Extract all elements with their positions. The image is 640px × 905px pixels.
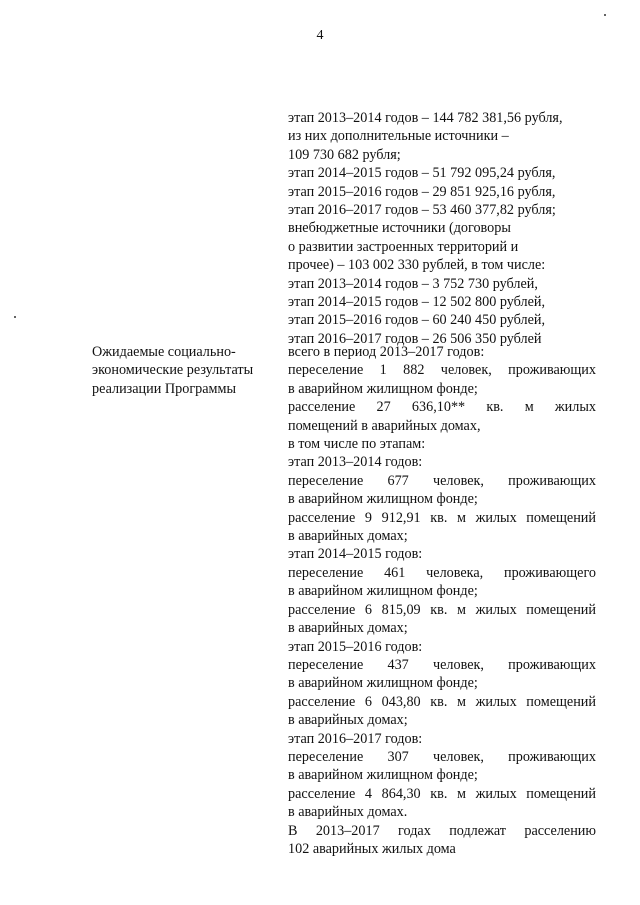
results-line: помещений в аварийных домах,: [288, 417, 481, 434]
results-line: всего в период 2013–2017 годов:: [288, 344, 485, 360]
results-line: в аварийных домах;: [288, 620, 408, 637]
results-line: 102 аварийных жилых дома: [288, 840, 456, 857]
results-line: расселение 6 815,09 кв. м жилых помещений: [288, 601, 596, 618]
results-line: в том числе по этапам:: [288, 436, 426, 453]
results-line: в аварийном жилищном фонде;: [288, 380, 478, 397]
results-line: в аварийных домах.: [288, 804, 408, 821]
results-line: расселение 4 864,30 кв. м жилых помещений: [288, 785, 596, 802]
results-line: переселение 461 человека, проживающего: [288, 564, 596, 581]
results-line: в аварийном жилищном фонде;: [288, 583, 478, 600]
expected-results-label: [92, 343, 272, 398]
funding-line: этап 2014–2015 годов – 12 502 800 рублей,: [288, 294, 546, 311]
funding-line: этап 2015–2016 годов – 60 240 450 рублей,: [288, 312, 546, 329]
funding-line: внебюджетные источники (договоры: [288, 220, 511, 237]
scan-speck: [604, 14, 606, 16]
results-label-line: реализации Программы: [92, 380, 237, 397]
funding-line: 109 730 682 рубля;: [288, 146, 401, 163]
page-number: 4: [316, 28, 324, 43]
results-line: переселение 1 882 человек, проживающих: [288, 362, 596, 379]
results-line: в аварийном жилищном фонде;: [288, 767, 478, 784]
results-line: В 2013–2017 годах подлежат расселению: [288, 822, 596, 839]
results-line: этап 2014–2015 годов:: [288, 546, 423, 563]
results-label-line: Ожидаемые социально-: [92, 344, 236, 360]
expected-results-text: [288, 343, 596, 858]
results-line: расселение 27 636,10** кв. м жилых: [288, 399, 596, 416]
results-label-line: экономические результаты: [92, 362, 254, 379]
funding-line: этап 2016–2017 годов – 53 460 377,82 рубля;: [288, 202, 556, 219]
results-line: в аварийном жилищном фонде;: [288, 675, 478, 692]
results-line: в аварийных домах;: [288, 712, 408, 729]
funding-line: этап 2013–2014 годов – 3 752 730 рублей,: [288, 275, 538, 292]
funding-line: прочее) – 103 002 330 рублей, в том числе:: [288, 257, 546, 274]
results-line: переселение 307 человек, проживающих: [288, 748, 596, 765]
funding-line: этап 2014–2015 годов – 51 792 095,24 рубля,: [288, 165, 556, 182]
funding-line: этап 2013–2014 годов – 144 782 381,56 рубля,: [288, 110, 563, 126]
funding-sources-text: [288, 109, 596, 348]
results-line: в аварийном жилищном фонде;: [288, 491, 478, 508]
funding-line: о развитии застроенных территорий и: [288, 238, 519, 255]
results-line: расселение 9 912,91 кв. м жилых помещений: [288, 509, 596, 526]
funding-line: этап 2015–2016 годов – 29 851 925,16 рубля,: [288, 183, 556, 200]
funding-line: этап 2016–2017 годов – 26 506 350 рублей: [288, 330, 542, 347]
scan-speck: [14, 316, 16, 318]
results-line: этап 2013–2014 годов:: [288, 454, 423, 471]
results-line: в аварийных домах;: [288, 528, 408, 545]
funding-line: из них дополнительные источники –: [288, 128, 509, 145]
results-line: переселение 437 человек, проживающих: [288, 656, 596, 673]
results-line: этап 2015–2016 годов:: [288, 638, 423, 655]
results-line: расселение 6 043,80 кв. м жилых помещений: [288, 693, 596, 710]
results-line: этап 2016–2017 годов:: [288, 730, 423, 747]
results-line: переселение 677 человек, проживающих: [288, 472, 596, 489]
